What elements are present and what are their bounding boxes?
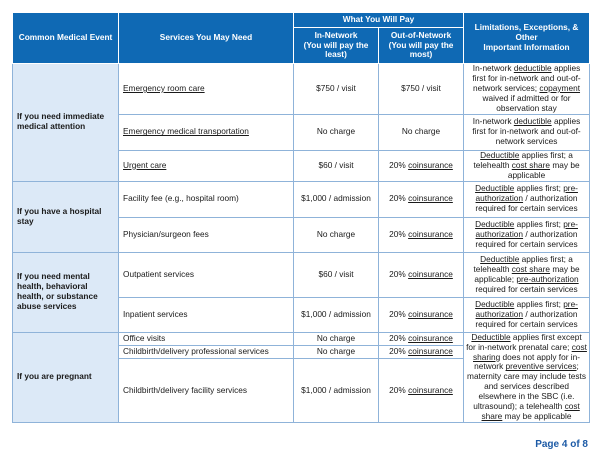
header-what-you-will-pay: What You Will Pay: [294, 13, 464, 28]
limitations-cell: Deductible applies first; pre-authorization / authorization required for certain services: [464, 217, 590, 252]
out-network-cost: 20% coinsurance: [379, 359, 464, 423]
glossary-link[interactable]: coinsurance: [408, 345, 453, 356]
header-limitations-line2: Important Information: [483, 41, 570, 52]
header-services: Services You May Need: [119, 13, 294, 64]
glossary-link[interactable]: coinsurance: [408, 308, 453, 319]
glossary-link[interactable]: Deductible: [480, 253, 520, 264]
glossary-link[interactable]: preventive services: [505, 361, 577, 372]
in-network-cost: $1,000 / admission: [294, 297, 379, 332]
glossary-link[interactable]: cost sharing: [473, 341, 587, 362]
limitations-cell: Deductible applies first; a telehealth cost share may be applicable; pre-authorization required for certain services: [464, 252, 590, 297]
in-network-cost: $750 / visit: [294, 64, 379, 115]
header-out-of-network: [379, 28, 464, 64]
out-network-cost: 20% coinsurance: [379, 345, 464, 358]
limitations-cell: Deductible applies first; a telehealth cost share may be applicable: [464, 150, 590, 181]
out-network-cost: 20% coinsurance: [379, 217, 464, 252]
header-in-network-line2: (You will pay the: [303, 39, 369, 50]
limitations-cell: Deductible applies first; pre-authorization / authorization required for certain services: [464, 181, 590, 217]
glossary-link[interactable]: coinsurance: [408, 159, 453, 170]
in-network-cost: No charge: [294, 217, 379, 252]
table-row: [13, 64, 590, 115]
service-link[interactable]: Urgent care: [123, 159, 167, 170]
in-network-cost: No charge: [294, 114, 379, 150]
out-network-cost: 20% coinsurance: [379, 332, 464, 345]
out-network-cost: $750 / visit: [379, 64, 464, 115]
service-physician-fees: Physician/surgeon fees: [119, 217, 294, 252]
event-pregnant: If you are pregnant: [13, 332, 119, 423]
glossary-link[interactable]: cost share: [511, 159, 551, 170]
glossary-link[interactable]: copayment: [539, 82, 581, 93]
out-network-cost: 20% coinsurance: [379, 297, 464, 332]
header-limitations: [464, 13, 590, 64]
glossary-link[interactable]: deductible: [513, 116, 552, 127]
glossary-link[interactable]: coinsurance: [408, 268, 453, 279]
glossary-link[interactable]: cost share: [511, 263, 551, 274]
header-common-medical-event: Common Medical Event: [13, 13, 119, 64]
event-mental-health: If you need mental health, behavioral health, or substance abuse services: [13, 252, 119, 332]
glossary-link[interactable]: Deductible: [475, 298, 515, 309]
limitations-cell: Deductible applies first except for in-network prenatal care; cost sharing does not apply for in-network preventive services; maternity care may include tests and services described elsewhere in the SBC (i.e. ultrasound); a telehealth cost share may be applicable: [464, 332, 590, 423]
table-row: [13, 252, 590, 297]
service-link[interactable]: Emergency medical transportation: [123, 126, 249, 137]
out-network-cost: 20% coinsurance: [379, 181, 464, 217]
glossary-link[interactable]: pre-authorization: [475, 298, 578, 319]
in-network-cost: $1,000 / admission: [294, 181, 379, 217]
benefits-table-wrapper: [12, 12, 589, 423]
service-childbirth-facility: Childbirth/delivery facility services: [119, 359, 294, 423]
service-emergency-room: [119, 64, 294, 115]
limitations-cell: Deductible applies first; pre-authorization / authorization required for certain services: [464, 297, 590, 332]
service-urgent-care: [119, 150, 294, 181]
service-link[interactable]: Emergency room care: [123, 82, 205, 93]
in-network-cost: No charge: [294, 332, 379, 345]
header-out-network-line1: Out-of-Network: [390, 29, 452, 40]
in-network-cost: $1,000 / admission: [294, 359, 379, 423]
header-limitations-line1: Limitations, Exceptions, & Other: [474, 22, 579, 43]
glossary-link[interactable]: cost share: [481, 401, 580, 422]
glossary-link[interactable]: pre-authorization: [475, 218, 578, 239]
event-immediate-attention: If you need immediate medical attention: [13, 64, 119, 182]
limitations-cell: In-network deductible applies first for in-network and out-of-network services: [464, 114, 590, 150]
table-row: [13, 332, 590, 345]
header-out-network-line2: (You will pay the: [388, 39, 454, 50]
in-network-cost: $60 / visit: [294, 150, 379, 181]
service-childbirth-professional: Childbirth/delivery professional services: [119, 345, 294, 358]
service-outpatient: Outpatient services: [119, 252, 294, 297]
glossary-link[interactable]: Deductible: [480, 149, 520, 160]
benefits-table: [12, 12, 590, 423]
glossary-link[interactable]: coinsurance: [408, 193, 453, 204]
glossary-link[interactable]: coinsurance: [408, 332, 453, 343]
service-facility-fee: Facility fee (e.g., hospital room): [119, 181, 294, 217]
limitations-cell: In-network deductible applies first for in-network and out-of-network services; copayment waived if admitted or for observation stay: [464, 64, 590, 115]
header-in-network-line1: In-Network: [314, 29, 358, 40]
header-out-network-line3: most): [409, 49, 433, 60]
glossary-link[interactable]: pre-authorization: [516, 273, 579, 284]
glossary-link[interactable]: coinsurance: [408, 384, 453, 395]
glossary-link[interactable]: coinsurance: [408, 228, 453, 239]
page-number: Page 4 of 8: [535, 439, 588, 450]
glossary-link[interactable]: pre-authorization: [475, 183, 578, 204]
glossary-link[interactable]: Deductible: [475, 218, 515, 229]
in-network-cost: No charge: [294, 345, 379, 358]
event-hospital-stay: If you have a hospital stay: [13, 181, 119, 252]
out-network-cost: No charge: [379, 114, 464, 150]
out-network-cost: 20% coinsurance: [379, 150, 464, 181]
service-emergency-transport: [119, 114, 294, 150]
header-in-network-line3: least): [325, 49, 347, 60]
glossary-link[interactable]: Deductible: [471, 331, 511, 342]
table-row: [13, 181, 590, 217]
header-in-network: [294, 28, 379, 64]
out-network-cost: 20% coinsurance: [379, 252, 464, 297]
in-network-cost: $60 / visit: [294, 252, 379, 297]
service-inpatient: Inpatient services: [119, 297, 294, 332]
glossary-link[interactable]: Deductible: [475, 183, 515, 194]
glossary-link[interactable]: deductible: [513, 63, 552, 73]
service-office-visits: Office visits: [119, 332, 294, 345]
